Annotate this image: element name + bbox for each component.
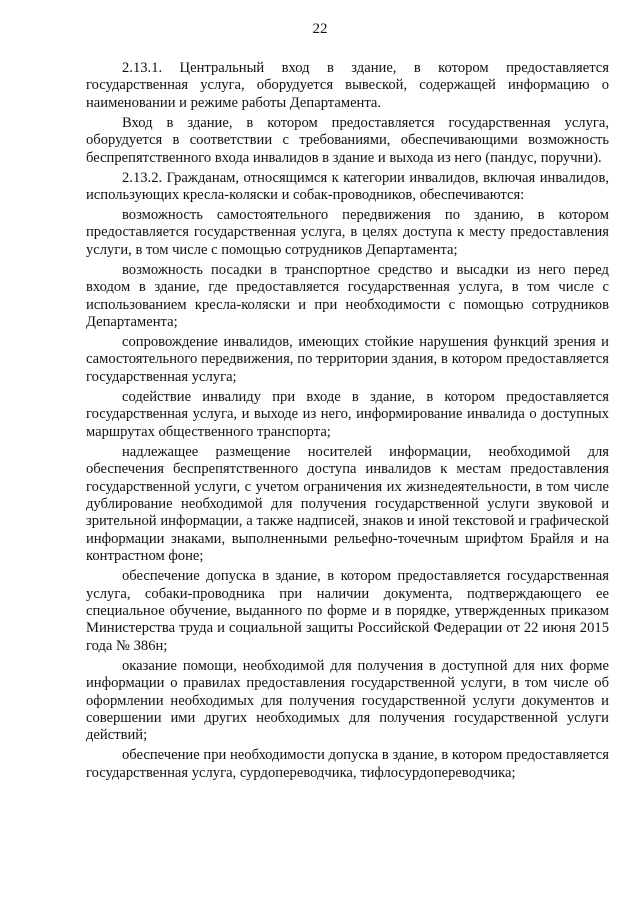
- paragraph-escort: сопровождение инвалидов, имеющих стойкие нарушения функций зрения и самостоятельного передвижения, по территории здания, в котором предоставляется государственная услуга;: [86, 334, 609, 385]
- paragraph-independent-movement: возможность самостоятельного передвижения по зданию, в котором предоставляется государственная услуга, в целях доступа к месту предоставления услуги, в том числе с помощью сотрудников Департамента;: [86, 207, 609, 258]
- paragraph-information-assistance: оказание помощи, необходимой для получения в доступной для них форме информации о правилах предоставления государственной услуги, в том числе об оформлении необходимых для получения государственной услуги документов и совершении ими других необходимых для получения государственной услуги действий;: [86, 657, 609, 744]
- paragraph-entrance-equipment: Вход в здание, в котором предоставляется государственная услуга, оборудуется в соответствии с требованиями, обеспечивающими возможность беспрепятственного входа инвалидов в здание и выхода из него (пандус, поручни).: [86, 114, 609, 166]
- document-body: [86, 60, 609, 782]
- page-number: 22: [312, 21, 328, 37]
- paragraph-vehicle-boarding: возможность посадки в транспортное средство и высадки из него перед входом в здание, где предоставляется государственная услуга, в том числе с использованием кресла-коляски и при необходимости с помощью сотрудников Департамента;: [86, 261, 609, 331]
- paragraph-guide-dog-admission: обеспечение допуска в здание, в котором предоставляется государственная услуга, собаки-проводника при наличии документа, подтверждающего ее специальное обучение, выданного по форме и в порядке, утвержденных приказом Министерства труда и социальной защиты Российской Федерации от 22 июня 2015 года № 386н;: [86, 568, 609, 654]
- paragraph-entrance-signage: 2.13.1. Центральный вход в здание, в котором предоставляется государственная услуга, оборудуется вывеской, содержащей информацию о наименовании и режиме работы Департамента.: [86, 60, 609, 111]
- paragraph-interpreter-admission: обеспечение при необходимости допуска в здание, в котором предоставляется государственная услуга, сурдопереводчика, тифлосурдопереводчика;: [86, 747, 609, 781]
- paragraph-entry-assistance: содействие инвалиду при входе в здание, в котором предоставляется государственная услуга, и выходе из него, информирование инвалида о доступных маршрутах общественного транспорта;: [86, 388, 609, 440]
- paragraph-disabled-citizens-provisions: 2.13.2. Гражданам, относящимся к категории инвалидов, включая инвалидов, использующих кресла-коляски и собак-проводников, обеспечиваются:: [86, 169, 609, 204]
- paragraph-information-placement: надлежащее размещение носителей информации, необходимой для обеспечения беспрепятственного доступа инвалидов к местам предоставления государственной услуги, с учетом ограничения их жизнедеятельности, в том числе дублирование необходимой для получения государственной услуги звуковой и зрительной информации, а также надписей, знаков и иной текстовой и графической информации знаками, выполненными рельефно-точечным шрифтом Брайля и на контрастном фоне;: [86, 443, 609, 565]
